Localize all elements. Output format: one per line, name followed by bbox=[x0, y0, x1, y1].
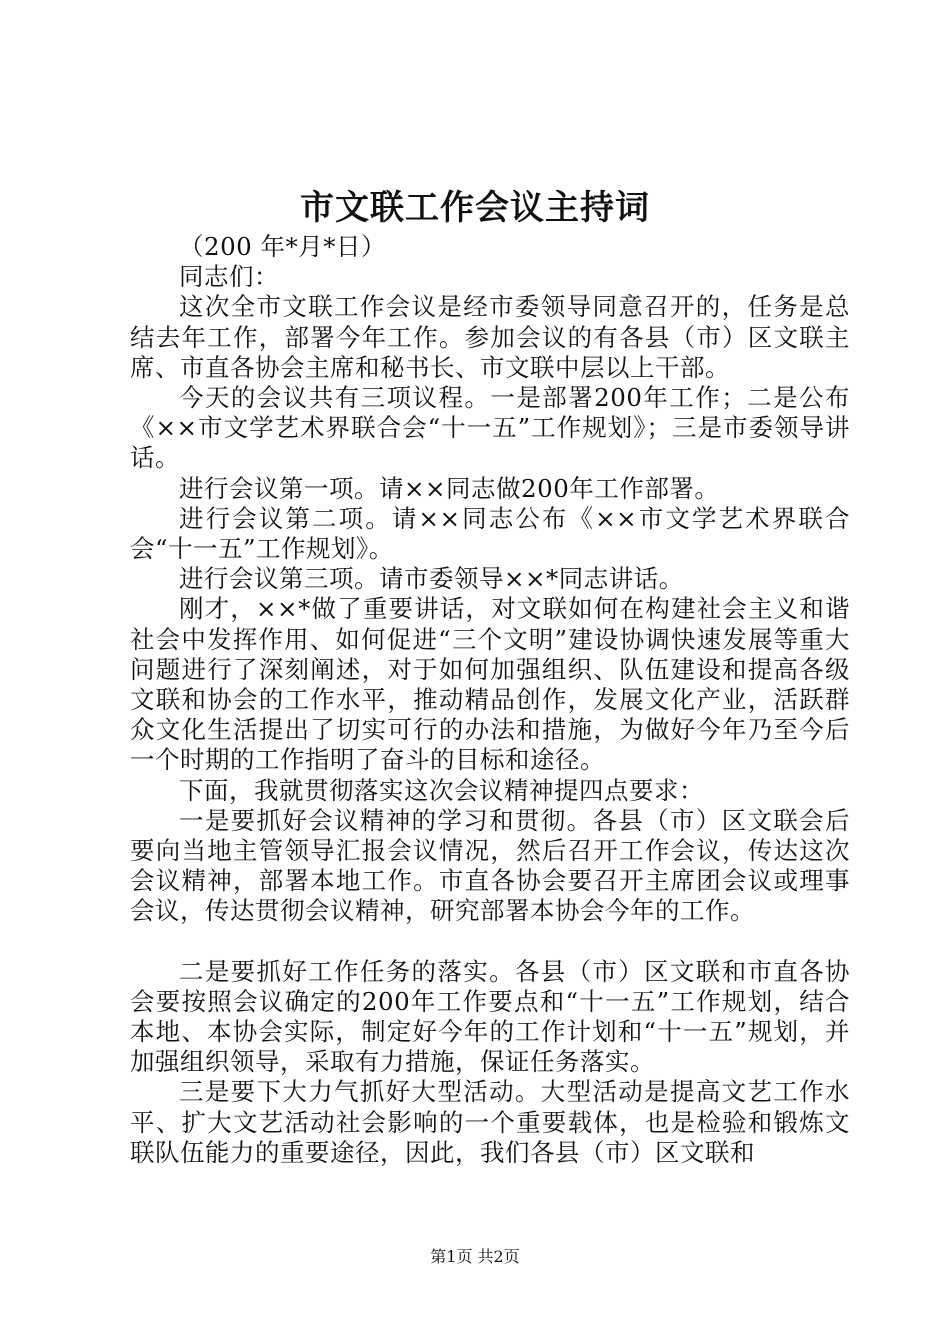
paragraph: 刚才，××*做了重要讲话，对文联如何在构建社会主义和谐社会中发挥作用、如何促进“三个文明”建设协调快速发展等重大问题进行了深刻阐述，对于如何加强组织、队伍建设和提高各级文联和协会的工作水平，推动精品创作，发展文化产业，活跃群众文化生活提出了切实可行的办法和措施，为做好今年乃至今后一个时期的工作指明了奋斗的目标和途径。 bbox=[130, 594, 850, 775]
date-line: （200 年*月*日） bbox=[179, 232, 387, 261]
paragraph: 下面，我就贯彻落实这次会议精神提四点要求： bbox=[179, 775, 704, 805]
paragraph: 进行会议第一项。请××同志做200年工作部署。 bbox=[179, 473, 720, 503]
paragraph: 进行会议第二项。请××同志公布《××市文学艺术界联合会“十一五”工作规划》。 bbox=[130, 503, 850, 564]
salutation: 同志们： bbox=[179, 262, 279, 292]
paragraph: 进行会议第三项。请市委领导××*同志讲话。 bbox=[179, 564, 684, 594]
document-body bbox=[130, 232, 850, 1168]
paragraph: 这次全市文联工作会议是经市委领导同意召开的，任务是总结去年工作，部署今年工作。参加会议的有各县（市）区文联主席、市直各协会主席和秘书长、市文联中层以上干部。 bbox=[130, 292, 850, 382]
paragraph: 今天的会议共有三项议程。一是部署200年工作；二是公布《××市文学艺术界联合会“十一五”工作规划》；三是市委领导讲话。 bbox=[130, 383, 850, 473]
page-footer: 第1页 共2页 bbox=[430, 1247, 520, 1266]
paragraph: 三是要下大力气抓好大型活动。大型活动是提高文艺工作水平、扩大文艺活动社会影响的一个重要载体，也是检验和锻炼文联队伍能力的重要途径，因此，我们各县（市）区文联和 bbox=[130, 1077, 850, 1167]
paragraph: 二是要抓好工作任务的落实。各县（市）区文联和市直各协会要按照会议确定的200年工作要点和“十一五”工作规划，结合本地、本协会实际，制定好今年的工作计划和“十一五”规划，并加强组织领导，采取有力措施，保证任务落实。 bbox=[130, 956, 850, 1077]
document-title: 市文联工作会议主持词 bbox=[300, 188, 650, 228]
paragraph: 一是要抓好会议精神的学习和贯彻。各县（市）区文联会后要向当地主管领导汇报会议情况，然后召开工作会议，传达这次会议精神，部署本地工作。市直各协会要召开主席团会议或理事会议，传达贯彻会议精神，研究部署本协会今年的工作。 bbox=[130, 805, 850, 926]
